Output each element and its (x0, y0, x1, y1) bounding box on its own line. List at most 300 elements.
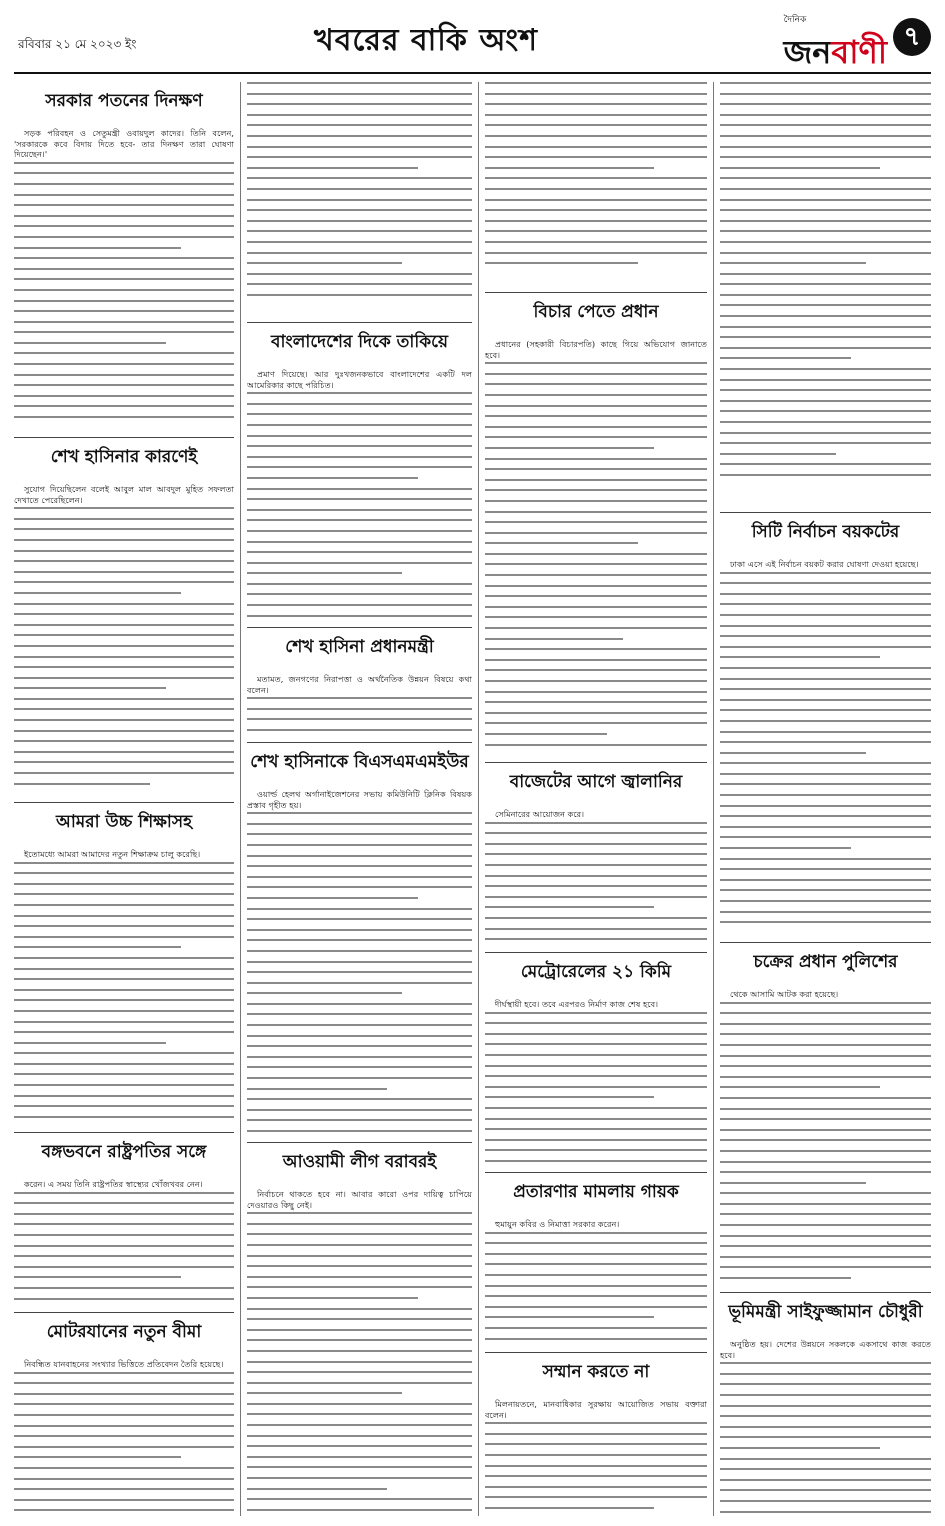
text-line (14, 946, 181, 948)
text-line (720, 635, 931, 637)
text-line (720, 699, 931, 701)
text-line (485, 426, 707, 428)
text-line (14, 257, 234, 259)
text-line (247, 1477, 472, 1479)
text-line (14, 1073, 234, 1075)
text-line (720, 262, 866, 264)
text-line (485, 1054, 707, 1056)
text-line (247, 273, 472, 275)
text-line (720, 1213, 931, 1215)
column-divider (240, 82, 241, 1516)
text-line (247, 1509, 472, 1511)
text-line (485, 574, 707, 576)
text-line (14, 989, 234, 991)
text-line (720, 741, 931, 743)
text-line (485, 906, 654, 908)
headline: শেখ হাসিনাকে বিএসএমএমইউর (247, 742, 472, 783)
headline: চক্রের প্রধান পুলিশের (720, 942, 931, 983)
text-line (14, 624, 234, 626)
text-line (247, 876, 472, 878)
text-line (247, 435, 472, 437)
text-line (485, 521, 707, 523)
text-line (720, 463, 931, 465)
text-line (720, 603, 931, 605)
text-line (14, 225, 234, 227)
article-body (247, 82, 472, 296)
text-line (247, 498, 472, 500)
text-line (247, 1045, 472, 1047)
text-line (14, 518, 234, 520)
text-line (485, 532, 707, 534)
text-line (14, 1478, 234, 1480)
text-line (485, 1086, 707, 1088)
text-line (720, 1362, 931, 1364)
text-line (14, 677, 234, 679)
article-body (14, 484, 234, 792)
text-line (720, 82, 931, 84)
text-line (247, 939, 472, 941)
text-line (485, 1012, 707, 1014)
article-body (14, 1359, 234, 1516)
text-line (247, 1392, 402, 1394)
text-line (720, 794, 931, 796)
text-line (14, 1084, 234, 1086)
text-line (247, 262, 402, 264)
newspaper-logo (784, 12, 887, 81)
text-line (720, 1012, 931, 1014)
text-line (247, 1466, 472, 1468)
text-line (720, 357, 851, 359)
text-line (247, 855, 472, 857)
article-lead: মিলনায়তনে, মানবাধিকার সুরক্ষায় আয়োজিত সভায় বক্তারা বলেন। (485, 1399, 707, 1420)
text-line (247, 1403, 472, 1405)
text-line (485, 479, 707, 481)
text-line (14, 1287, 234, 1289)
text-line (485, 394, 707, 396)
text-line (720, 1139, 931, 1141)
text-line (720, 1161, 931, 1163)
article-lead: ইতোমধ্যে আমরা আমাদের নতুন শিক্ষাক্রম চালু করেছি। (24, 849, 201, 859)
article-body (14, 1179, 234, 1300)
article-body (14, 128, 234, 427)
text-line (247, 1088, 387, 1090)
text-line (485, 1096, 654, 1098)
text-line (485, 1507, 654, 1509)
text-line (720, 646, 931, 648)
text-line (720, 762, 931, 764)
text-line (14, 1223, 234, 1225)
column-divider (478, 82, 479, 1516)
text-line (14, 289, 234, 291)
text-line (485, 135, 707, 137)
body-text-lines (247, 82, 472, 296)
article-lead: সুযোগ দিয়েছিলেন বলেই আবুল মাল আবদুল মুহিত সফলতা দেখাতে পেরেছিলেন। (14, 484, 234, 505)
article (485, 952, 707, 1162)
text-line (485, 146, 707, 148)
text-line (14, 1467, 234, 1469)
text-line (485, 103, 707, 105)
text-line (720, 1076, 931, 1078)
text-line (14, 172, 234, 174)
headline: সিটি নির্বাচন বয়কটের (720, 512, 931, 553)
text-line (14, 1414, 234, 1416)
issue-date: রবিবার ২১ মে ২০২৩ ইং (18, 37, 137, 51)
article-lead: প্রধানের (সহকারী বিচারপতি) কাছে গিয়ে অভিযোগ জানাতে হবে। (485, 339, 707, 360)
text-line (485, 1327, 707, 1329)
text-line (485, 209, 707, 211)
text-line (485, 938, 707, 940)
page-number-badge: ৭ (893, 18, 931, 56)
article-continuation (485, 82, 707, 282)
text-line (485, 1065, 707, 1067)
text-line (720, 167, 880, 169)
text-line (485, 188, 707, 190)
text-line (720, 400, 931, 402)
text-line (720, 1447, 880, 1449)
text-line (14, 363, 234, 365)
text-line (247, 1265, 472, 1267)
text-line (247, 1255, 472, 1257)
text-line (485, 1454, 707, 1456)
text-line (485, 638, 623, 640)
text-line (14, 1021, 234, 1023)
text-line (485, 1422, 707, 1424)
text-line (14, 978, 234, 980)
text-line (720, 442, 931, 444)
text-line (247, 708, 472, 710)
article-lead: হুমায়ুন কবির ও নিমাত্তা সরকার করেন। (495, 1219, 620, 1229)
text-line (720, 188, 931, 190)
text-line (14, 571, 234, 573)
text-line (247, 1339, 472, 1341)
text-line (485, 93, 707, 95)
article-body (485, 809, 707, 940)
text-line (720, 836, 931, 838)
text-line (485, 489, 707, 491)
text-line (14, 581, 234, 583)
text-line (485, 917, 707, 919)
text-line (720, 1468, 931, 1470)
text-line (14, 968, 234, 970)
article (720, 512, 931, 932)
text-line (720, 858, 931, 860)
text-line (247, 615, 472, 617)
text-line (14, 1488, 234, 1490)
text-line (485, 177, 707, 179)
text-line (14, 1052, 234, 1054)
article-body (485, 1399, 707, 1516)
text-line (720, 879, 931, 881)
text-line (14, 761, 234, 763)
text-line (720, 889, 931, 891)
text-line (485, 1295, 707, 1297)
text-line (14, 730, 234, 732)
text-line (485, 1475, 707, 1477)
text-line (485, 220, 707, 222)
text-line (485, 1285, 707, 1287)
text-line (14, 1202, 234, 1204)
text-line (720, 347, 931, 349)
text-line (247, 572, 402, 574)
text-line (247, 1329, 472, 1331)
text-line (720, 1245, 931, 1247)
text-line (485, 511, 707, 513)
text-line (247, 424, 472, 426)
text-line (720, 593, 931, 595)
body-text-lines (14, 1192, 234, 1300)
text-line (14, 1042, 166, 1044)
text-line (247, 1077, 472, 1079)
text-line (720, 667, 931, 669)
text-line (720, 379, 931, 381)
body-text-lines (720, 572, 931, 924)
text-line (720, 283, 931, 285)
text-line (720, 900, 931, 902)
body-text-lines (14, 162, 234, 427)
text-line (720, 304, 931, 306)
text-line (14, 1213, 234, 1215)
text-line (14, 342, 166, 344)
text-line (247, 1223, 472, 1225)
text-line (720, 1277, 851, 1279)
text-line (247, 413, 472, 415)
text-line (485, 864, 707, 866)
text-line (485, 1316, 654, 1318)
text-line (247, 156, 472, 158)
text-line (485, 832, 707, 834)
text-line (247, 209, 472, 211)
text-line (14, 603, 234, 605)
text-line (247, 1318, 472, 1320)
text-line (720, 93, 931, 95)
text-line (247, 519, 472, 521)
text-line (720, 1373, 931, 1375)
text-line (247, 1308, 472, 1310)
text-line (485, 1075, 707, 1077)
text-line (720, 273, 931, 275)
text-line (14, 507, 234, 509)
text-line (14, 215, 234, 217)
text-line (720, 199, 931, 201)
brand-name-part1: জন (783, 33, 832, 71)
text-line (247, 1056, 472, 1058)
text-line (247, 188, 472, 190)
masthead (14, 10, 931, 70)
text-line (247, 541, 472, 543)
article (247, 1142, 472, 1516)
text-line (720, 773, 931, 775)
text-line (720, 421, 931, 423)
text-line (720, 582, 931, 584)
text-line (14, 915, 234, 917)
body-text-lines (14, 507, 234, 792)
text-line (485, 199, 707, 201)
text-line (720, 156, 931, 158)
body-text-lines (485, 1232, 707, 1342)
text-line (720, 1023, 931, 1025)
article-lead: দীর্ঘস্থায়ী হবে। তবে এরপরও নির্মাণ কাজ শেষ হবে। (495, 999, 659, 1009)
text-line (720, 336, 931, 338)
text-line (720, 1511, 931, 1513)
text-line (720, 315, 931, 317)
article-body (14, 849, 234, 1118)
text-line (485, 114, 707, 116)
text-line (247, 1297, 418, 1299)
article-lead: অনুষ্ঠিত হয়। দেশের উন্নয়নে সকলকে একসাথে কাজ করতে হবে। (720, 1339, 931, 1360)
text-line (485, 722, 707, 724)
text-line (247, 283, 472, 285)
text-line (14, 162, 234, 164)
headline: সম্মান করতে না (485, 1352, 707, 1393)
text-line (14, 1456, 181, 1458)
text-line (247, 509, 472, 511)
text-line (14, 1116, 234, 1118)
article-body (485, 82, 707, 264)
text-line (247, 1435, 472, 1437)
text-line (485, 1306, 707, 1308)
text-line (247, 530, 472, 532)
headline: বাংলাদেশের দিকে তাকিয়ে (247, 322, 472, 363)
text-line (485, 744, 707, 746)
text-line (485, 853, 707, 855)
text-line (247, 812, 472, 814)
text-line (485, 1486, 707, 1488)
text-line (14, 1255, 234, 1257)
brand-name-part2: বাণী (831, 33, 887, 71)
text-line (720, 453, 836, 455)
text-line (720, 625, 931, 627)
text-line (14, 1393, 234, 1395)
text-line (720, 783, 931, 785)
text-line (485, 1118, 707, 1120)
body-text-lines (247, 812, 472, 1132)
text-line (720, 241, 931, 243)
text-line (720, 1033, 931, 1035)
text-line (720, 1224, 931, 1226)
headline: বিচার পেতে প্রধান (485, 292, 707, 333)
text-line (14, 957, 234, 959)
text-line (247, 103, 472, 105)
column-3 (485, 82, 707, 1516)
text-line (720, 135, 931, 137)
text-line (720, 1458, 931, 1460)
text-line (720, 432, 931, 434)
text-line (720, 709, 931, 711)
text-line (485, 241, 707, 243)
article-body (247, 789, 472, 1132)
column-4 (720, 82, 931, 1516)
article-body (485, 1219, 707, 1342)
text-line (720, 1171, 931, 1173)
text-line (485, 124, 707, 126)
text-line (485, 542, 638, 544)
text-line (485, 82, 707, 84)
text-line (14, 1031, 234, 1033)
text-line (14, 893, 234, 895)
text-line (720, 731, 931, 733)
headline: প্রতারণার মামলায় গায়ক (485, 1172, 707, 1213)
text-line (14, 1403, 234, 1405)
text-line (14, 528, 234, 530)
text-line (247, 1286, 472, 1288)
text-line (485, 1338, 707, 1340)
text-line (14, 1499, 234, 1501)
text-line (247, 1424, 472, 1426)
text-line (14, 539, 234, 541)
text-line (720, 389, 931, 391)
article-body (247, 369, 472, 617)
text-line (14, 247, 181, 249)
text-line (14, 936, 234, 938)
text-line (14, 698, 234, 700)
article (247, 742, 472, 1132)
text-line (485, 691, 707, 693)
text-line (720, 1055, 931, 1057)
text-line (720, 572, 931, 574)
text-line (247, 114, 472, 116)
text-line (485, 1443, 707, 1445)
text-line (14, 1095, 234, 1097)
article-body (720, 82, 931, 476)
text-line (247, 992, 402, 994)
body-text-lines (720, 82, 931, 476)
text-line (720, 1044, 931, 1046)
text-line (720, 209, 931, 211)
text-line (720, 1235, 931, 1237)
text-line (14, 1063, 234, 1065)
text-line (485, 405, 707, 407)
article (14, 82, 234, 427)
headline: বাজেটের আগে জ্বালানির (485, 762, 707, 803)
text-line (14, 352, 234, 354)
text-line (720, 1150, 931, 1152)
text-line (14, 862, 234, 864)
text-line (247, 886, 472, 888)
text-line (485, 383, 707, 385)
text-line (247, 1276, 472, 1278)
body-text-lines (485, 362, 707, 752)
text-line (14, 321, 234, 323)
text-line (485, 585, 707, 587)
text-line (14, 194, 234, 196)
text-line (485, 1107, 707, 1109)
body-text-lines (720, 1362, 931, 1516)
text-line (485, 648, 707, 650)
text-line (14, 708, 234, 710)
text-line (247, 562, 472, 564)
text-line (14, 872, 234, 874)
text-line (485, 875, 707, 877)
text-line (485, 1465, 707, 1467)
text-line (247, 294, 472, 296)
text-line (720, 294, 931, 296)
text-line (720, 146, 931, 148)
text-line (247, 1233, 472, 1235)
text-line (247, 220, 472, 222)
headline: মোটরযানের নতুন বীমা (14, 1312, 234, 1353)
text-line (485, 928, 707, 930)
text-line (485, 733, 607, 735)
text-line (720, 868, 931, 870)
text-line (247, 844, 472, 846)
text-line (720, 1479, 931, 1481)
column-2 (247, 82, 472, 1516)
text-line (485, 1253, 707, 1255)
text-line (14, 740, 234, 742)
text-line (247, 718, 472, 720)
text-line (720, 1118, 931, 1120)
text-line (247, 1130, 472, 1132)
